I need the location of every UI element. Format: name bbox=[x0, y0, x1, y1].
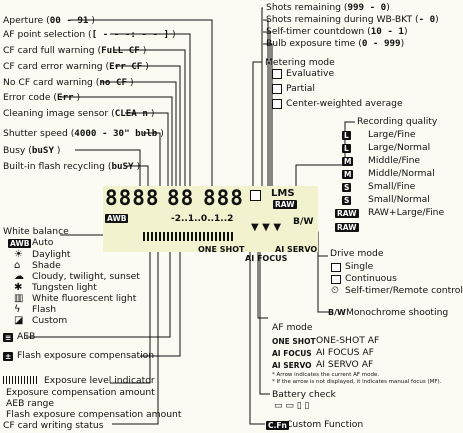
lcd-lms: LMS bbox=[271, 188, 295, 199]
custom-function-icon: C.Fn bbox=[268, 421, 287, 430]
quality-m-fine-icon: M bbox=[344, 157, 352, 166]
quality-item: RAW+Large/Fine bbox=[368, 207, 445, 218]
quality-item: Middle/Normal bbox=[368, 168, 435, 179]
af-note: * Arrow indicates the current AF mode. bbox=[272, 372, 380, 378]
quality-s-normal-icon: S bbox=[344, 196, 350, 205]
exposure-level-item: Exposure compensation amount bbox=[6, 387, 155, 398]
shade-icon: ⌂ bbox=[14, 260, 21, 271]
wb-item: Cloudy, twilight, sunset bbox=[32, 271, 140, 282]
wb-item: Daylight bbox=[32, 249, 71, 260]
quality-l-fine-icon: L bbox=[344, 131, 349, 140]
quality-item: Large/Normal bbox=[368, 142, 431, 153]
battery-icons: ▭ ▭ ▯ ▯ bbox=[274, 401, 310, 411]
drive-item: Continuous bbox=[345, 273, 397, 284]
af-point-label: AF point selection ([ - - -: - - ] ) bbox=[3, 29, 176, 40]
self-timer-label: Self-timer countdown (10 - 1) bbox=[266, 26, 408, 37]
custom-wb-icon: ◪ bbox=[14, 315, 24, 326]
wb-item: Custom bbox=[32, 315, 68, 326]
quality-s-fine-icon: S bbox=[344, 183, 350, 192]
fluorescent-icon: ▥ bbox=[14, 293, 24, 304]
aeb-icon: ≡ bbox=[5, 333, 12, 342]
lcd-exposure-scale: -2..1..0..1..2 bbox=[171, 214, 234, 224]
no-cf-label: No CF card warning (no CF ) bbox=[3, 77, 134, 88]
exposure-level-item: Flash exposure compensation amount bbox=[6, 409, 182, 420]
flash-icon: ϟ bbox=[14, 304, 21, 315]
single-drive-icon bbox=[331, 263, 341, 272]
cf-error-label: CF card error warning (Err CF ) bbox=[3, 61, 149, 72]
tungsten-icon: ✱ bbox=[14, 282, 23, 293]
drive-mode-title: Drive mode bbox=[330, 248, 384, 259]
af-chip: AI FOCUS bbox=[272, 349, 312, 358]
lcd-shutter-digits: 8888 bbox=[105, 186, 160, 210]
shots-remaining-label: Shots remaining (999 - 0) bbox=[266, 2, 390, 13]
evaluative-metering-icon bbox=[272, 69, 282, 79]
continuous-drive-icon bbox=[331, 275, 341, 284]
quality-l-normal-icon: L bbox=[344, 144, 349, 153]
exposure-level-item: AEB range bbox=[6, 398, 55, 409]
metering-item: Partial bbox=[286, 83, 315, 94]
lcd-shots-digits: 888 bbox=[203, 186, 244, 210]
drive-item: Single bbox=[345, 261, 374, 272]
flash-recycling-label: Built-in flash recycling (buSY ) bbox=[3, 161, 141, 172]
lcd-aperture-digits: 88 bbox=[167, 186, 195, 210]
wb-item: Tungsten light bbox=[32, 282, 97, 293]
wb-item: Shade bbox=[32, 260, 61, 271]
busy-label: Busy (buSY ) bbox=[3, 145, 61, 156]
lcd-af-arrows: ▼ ▼ ▼ bbox=[251, 222, 282, 233]
partial-metering-icon bbox=[272, 84, 282, 94]
lcd-level-bar bbox=[143, 232, 233, 241]
flash-comp-icon: ± bbox=[5, 352, 12, 361]
center-weighted-icon bbox=[272, 99, 282, 109]
cf-full-label: CF card full warning (FuLL CF ) bbox=[3, 45, 147, 56]
quality-item: Middle/Fine bbox=[368, 155, 421, 166]
lcd-panel bbox=[103, 186, 318, 252]
quality-raw-large-icon: RAW bbox=[337, 209, 357, 218]
wb-item: White fluorescent light bbox=[32, 293, 137, 304]
lcd-ai-focus: AI FOCUS bbox=[245, 254, 288, 263]
quality-item: Small/Normal bbox=[368, 194, 430, 205]
exposure-level-icon bbox=[3, 376, 39, 384]
aperture-label: Aperture (00 - 91 ) bbox=[3, 15, 95, 26]
battery-check-label: Battery check bbox=[272, 389, 336, 400]
cloudy-icon: ☁ bbox=[14, 271, 24, 282]
white-balance-title: White balance bbox=[3, 226, 69, 237]
error-code-label: Error code (Err ) bbox=[3, 92, 81, 103]
lcd-ai-servo: AI SERVO bbox=[275, 245, 318, 254]
quality-m-normal-icon: M bbox=[344, 170, 352, 179]
metering-title: Metering mode bbox=[265, 57, 335, 68]
lcd-awb-icon: AWB bbox=[107, 214, 127, 223]
lcd-one-shot: ONE SHOT bbox=[198, 245, 245, 254]
af-item: AI FOCUS AF bbox=[316, 347, 374, 358]
wb-item: Flash bbox=[32, 304, 57, 315]
af-note: * If the arrow is not displayed, it indicates manual focus (MF). bbox=[272, 379, 442, 385]
metering-item: Center-weighted average bbox=[286, 98, 403, 109]
af-chip: AI SERVO bbox=[272, 361, 312, 370]
self-timer-icon: ⏲ bbox=[331, 285, 339, 296]
awb-icon: AWB bbox=[10, 239, 30, 248]
custom-function-label: Custom Function bbox=[286, 419, 364, 430]
af-item: AI SERVO AF bbox=[316, 359, 374, 370]
aeb-label: AEB bbox=[17, 331, 36, 342]
quality-item: Large/Fine bbox=[368, 129, 416, 140]
recording-quality-title: Recording quality bbox=[357, 116, 438, 127]
exposure-level-title: Exposure level indicator bbox=[44, 375, 155, 386]
lcd-metering-icon bbox=[250, 190, 261, 201]
monochrome-label: Monochrome shooting bbox=[346, 307, 449, 318]
af-item: ONE-SHOT AF bbox=[316, 335, 380, 346]
af-chip: ONE SHOT bbox=[272, 337, 316, 346]
lcd-raw-icon: RAW bbox=[275, 200, 295, 209]
bw-chip: B/W bbox=[328, 308, 346, 317]
bulb-time-label: Bulb exposure time (0 - 999) bbox=[266, 38, 405, 49]
lcd-bw: B/W bbox=[293, 216, 314, 227]
cf-writing-label: CF card writing status bbox=[3, 420, 104, 431]
cleaning-label: Cleaning image sensor (CLEA n ) bbox=[3, 108, 155, 119]
metering-item: Evaluative bbox=[286, 68, 335, 79]
flash-comp-label: Flash exposure compensation bbox=[17, 350, 155, 361]
shots-wbbkt-label: Shots remaining during WB-BKT (- 0) bbox=[266, 14, 439, 25]
wb-item: Auto bbox=[32, 237, 54, 248]
quality-item: Small/Fine bbox=[368, 181, 416, 192]
af-mode-title: AF mode bbox=[272, 322, 313, 333]
daylight-icon: ☀ bbox=[14, 249, 23, 260]
shutter-speed-label: Shutter speed (4000 - 30" bulb ) bbox=[3, 128, 164, 139]
drive-item: Self-timer/Remote control bbox=[345, 285, 463, 296]
quality-raw-icon: RAW bbox=[337, 223, 357, 232]
